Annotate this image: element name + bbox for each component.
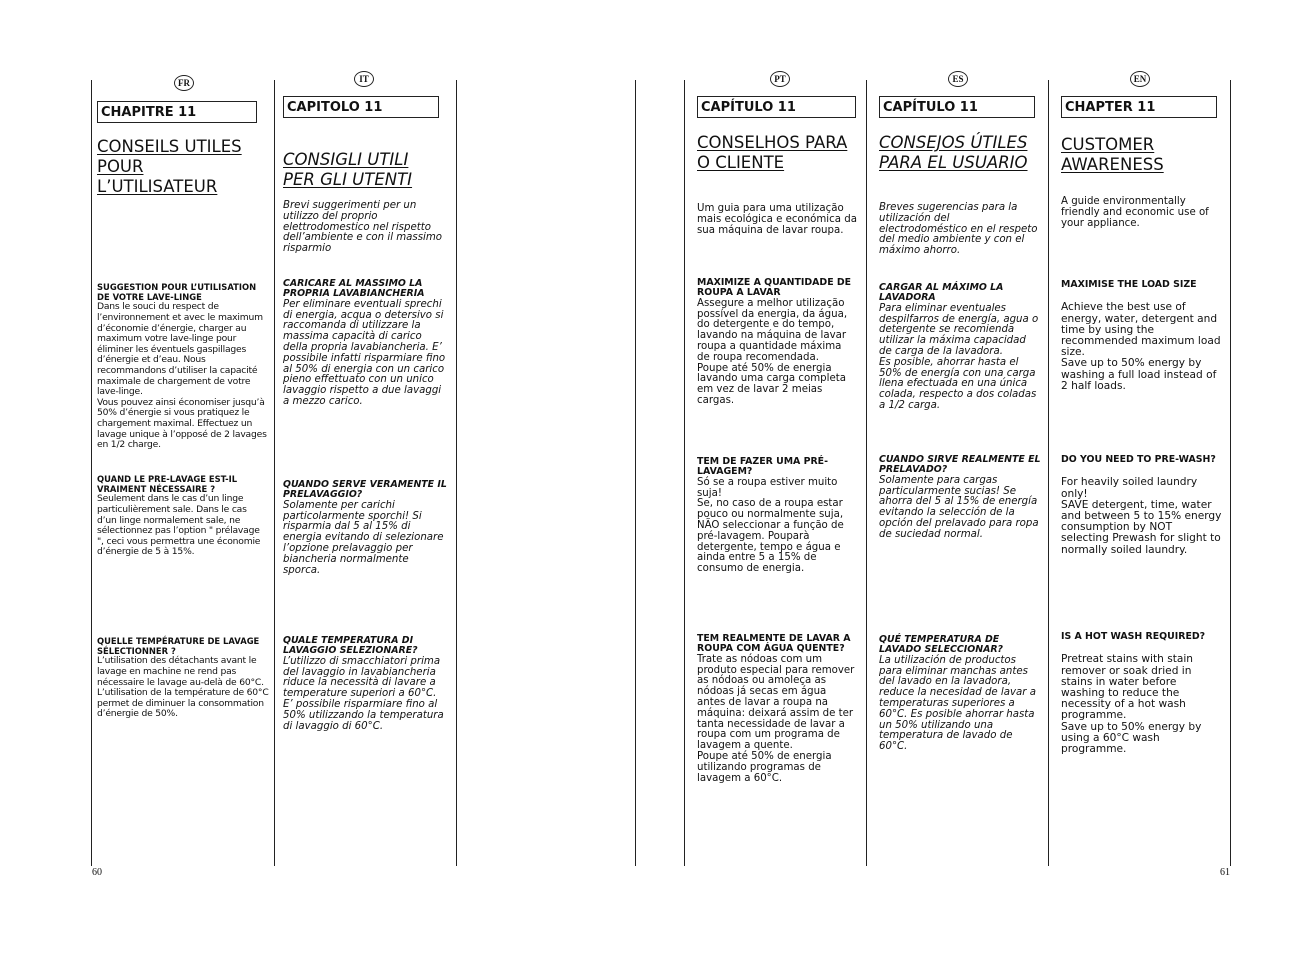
section-title: CONSIGLI UTILI PER GLI UTENTI	[283, 150, 413, 189]
tip-body: L’utilisation des détachants avant le lavage en machine ne rend pas nécessaire le lavage au-delà de 60°C. L’utilisation de la température de 60°C permet de diminuer la consommation d’énergie de 50%.	[97, 655, 269, 720]
tip-body: Só se a roupa estiver muito suja! Se, no caso de a roupa estar pouco ou normalmente suja, NÃO seleccionar a função de pré-lavagem. Pouparà detergente, tempo e água e ainda entre 5 a 15% de consumo de energia.	[697, 476, 844, 575]
tip-body: La utilización de productos para eliminar manchas antes del lavado en la lavadora, reduce la necesidad de lavar a temperaturas superiores a 60°C. Es posible ahorrar hasta un 50% utilizando una temperatura de lavado de 60°C.	[879, 654, 1036, 753]
tip-heading: QUAND LE PRE-LAVAGE EST-IL VRAIMENT NÉCESSAIRE ?	[97, 474, 238, 495]
chapter-heading: CAPÍTULO 11	[697, 96, 856, 118]
column-it	[283, 0, 451, 954]
tip-heading: CARICARE AL MASSIMO LA PROPRIA LAVABIANCHERIA	[283, 278, 425, 300]
tip-prewash-section	[1061, 455, 1223, 556]
chapter-heading: CHAPTER 11	[1061, 96, 1217, 118]
tip-heading: QUANDO SERVE VERAMENTE IL PRELAVAGGIO?	[283, 479, 447, 501]
chapter-heading: CHAPITRE 11	[97, 101, 257, 123]
column-en	[1061, 0, 1223, 954]
tip-temperature-section	[697, 634, 857, 784]
tip-body: Para eliminar eventuales despilfarros de energía, agua o detergente se recomienda utilizar la máxima capacidad de carga de la lavadora. Es posible, ahorrar hasta el 50% de energía con una carga llenа efectuada en una única colada, respecto a dos coladas a 1/2 carga.	[879, 302, 1039, 411]
tip-body: Solamente per carichi particolarmente sporchi! Si risparmia dal 5 al 15% di energia evitando di selezionare l’opzione prelavaggio per biancheria normalmente sporca.	[283, 499, 444, 576]
section-title: CONSELHOS PARA O CLIENTE	[697, 133, 848, 172]
tip-load-section	[879, 283, 1041, 412]
tip-load-section	[697, 278, 857, 407]
tip-prewash-section	[283, 480, 449, 576]
tip-heading: MAXIMISE THE LOAD SIZE	[1061, 279, 1197, 290]
page-fold-divider	[635, 80, 636, 866]
column-es	[879, 0, 1041, 954]
section-title: CONSEJOS ÚTILES PARA EL USUARIO	[879, 133, 1028, 172]
section-title: CUSTOMER AWARENESS	[1061, 135, 1164, 174]
tip-prewash-section	[879, 455, 1041, 541]
column-divider	[91, 80, 92, 866]
column-divider	[456, 80, 457, 866]
chapter-heading: CAPITOLO 11	[283, 96, 439, 118]
tip-body: Achieve the best use of energy, water, detergent and time by using the recommended maximum load size. Save up to 50% energy by washing a full load instead of 2 half loads.	[1061, 301, 1221, 392]
page-number-left: 60	[92, 867, 102, 878]
tip-load-section	[97, 282, 271, 451]
section-title: CONSEILS UTILES POUR L’UTILISATEUR	[97, 137, 242, 196]
tip-body: Per eliminare eventuali sprechi di energia, acqua o detersivo si raccomanda di utilizzare la massima capacità di carico della propria lavabiancheria. E’ possibile infatti risparmiare fino al 50% di energia con un carico pieno effettuato con un unico lavaggio rispetto a due lavaggi a mezzo carico.	[283, 298, 446, 407]
tip-heading: DO YOU NEED TO PRE-WASH?	[1061, 454, 1216, 465]
tip-heading: CARGAR AL MÁXIMO LA LAVADORA	[879, 282, 1004, 304]
column-divider	[866, 80, 867, 866]
tip-heading: MAXIMIZE A QUANTIDADE DE ROUPA A LAVAR	[697, 277, 852, 299]
tip-load-section	[283, 279, 449, 408]
column-pt	[697, 0, 859, 954]
column-divider	[684, 80, 685, 866]
tip-heading: QUELLE TEMPÉRATURE DE LAVAGE SÉLECTIONNER ?	[97, 636, 260, 657]
tip-body: Solamente para cargas particularmente sucias! Se ahorra del 5 al 15% de energía evitando la selección de la opción del prelavado para ropa de suciedad normal.	[879, 474, 1039, 540]
section-intro: Um guia para uma utilização mais ecológica e económica da sua máquina de lavar roupa.	[697, 203, 857, 236]
tip-heading: QUALE TEMPERATURA DI LAVAGGIO SELEZIONARE?	[283, 635, 418, 657]
column-fr	[97, 0, 272, 954]
tip-load-section	[1061, 280, 1223, 392]
chapter-heading: CAPÍTULO 11	[879, 96, 1035, 118]
page-number-right: 61	[1220, 867, 1230, 878]
tip-prewash-section	[697, 457, 857, 575]
tip-prewash-section	[97, 474, 267, 558]
tip-body: Pretreat stains with stain remover or soak dried in stains in water before washing to reduce the necessity of a hot wash programme. Save up to 50% energy by using a 60°C wash programme.	[1061, 653, 1202, 756]
language-badge-fr: FR	[174, 75, 194, 91]
tip-heading: SUGGESTION POUR L’UTILISATION DE VOTRE LAVE-LINGE	[97, 282, 257, 303]
tip-body: Trate as nódoas com um produto especial para remover as nódoas ou amoleça as nódoas já secas em água antes de lavar a roupa na máquina: deixará assim de ter tanta necessidade de lavar a roupa com um programa de lavagem a quente. Poupe até 50% de energia utilizando programas de lavagem a 60°C.	[697, 653, 855, 784]
tip-temperature-section	[1061, 632, 1223, 755]
tip-heading: TEM REALMENTE DE LAVAR A ROUPA COM ÁGUA QUENTE?	[697, 633, 851, 655]
tip-heading: IS A HOT WASH REQUIRED?	[1061, 631, 1206, 642]
section-intro: A guide environmentally friendly and economic use of your appliance.	[1061, 196, 1209, 229]
tip-body: For heavily soiled laundry only! SAVE detergent, time, water and between 5 to 15% energy consumption by NOT selecting Prewash for slight to normally soiled laundry.	[1061, 476, 1222, 556]
tip-heading: QUÉ TEMPERATURA DE LAVADO SELECCIONAR?	[879, 634, 1003, 656]
tip-temperature-section	[879, 635, 1041, 753]
column-divider	[1230, 80, 1231, 866]
tip-temperature-section	[97, 636, 271, 720]
language-badge-es: ES	[948, 71, 968, 87]
tip-body: Dans le souci du respect de l’environnement et avec le maximum d’économie d’énergie, charger au maximum votre lave-linge pour éliminer les éventuels gaspillages d’énergie et d’eau. Nous recommandons d’utiliser la capacité maximale de chargement de votre lave-linge. Vous pouvez ainsi économiser jusqu’à 50% d’énergie si vous pratiquez le chargement maximal. Effectuez un lavage unique à l’opposé de 2 lavages en 1/2 charge.	[97, 301, 267, 451]
tip-body: Assegure a melhor utilização possível da energia, da água, do detergente e do tempo, lavando na máquina de lavar roupa a quantidade máxima de roupa recomendada. Poupe até 50% de energia lavando uma carga completa em vez de lavar 2 meias cargas.	[697, 297, 848, 406]
column-divider	[274, 80, 275, 866]
language-badge-pt: PT	[770, 71, 790, 87]
section-intro: Brevi suggerimenti per un utilizzo del proprio elettrodomestico nel rispetto dell’ambiente e con il massimo risparmio	[283, 200, 443, 255]
column-divider	[1048, 80, 1049, 866]
language-badge-en: EN	[1130, 71, 1150, 87]
tip-heading: CUANDO SIRVE REALMENTE EL PRELAVADO?	[879, 454, 1041, 476]
tip-temperature-section	[283, 636, 449, 732]
tip-body: Seulement dans le cas d’un linge particulièrement sale. Dans le cas d’un linge normalement sale, ne sélectionnez pas l’option " prélavage ", ceci vous permettra une économie d’énergie de 5 à 15%.	[97, 493, 261, 558]
language-badge-it: IT	[354, 71, 374, 87]
section-intro: Breves sugerencias para la utilización del electrodoméstico en el respeto del medio ambiente y con el máximo ahorro.	[879, 202, 1038, 257]
tip-body: L’utilizzo di smacchiatori prima del lavaggio in lavabiancheria riduce la necessità di lavare a temperature superiori a 60°C. E’ possibile risparmiare fino al 50% utilizzando la temperatura di lavaggio di 60°C.	[283, 655, 444, 732]
tip-heading: TEM DE FAZER UMA PRÉ-LAVAGEM?	[697, 456, 828, 478]
